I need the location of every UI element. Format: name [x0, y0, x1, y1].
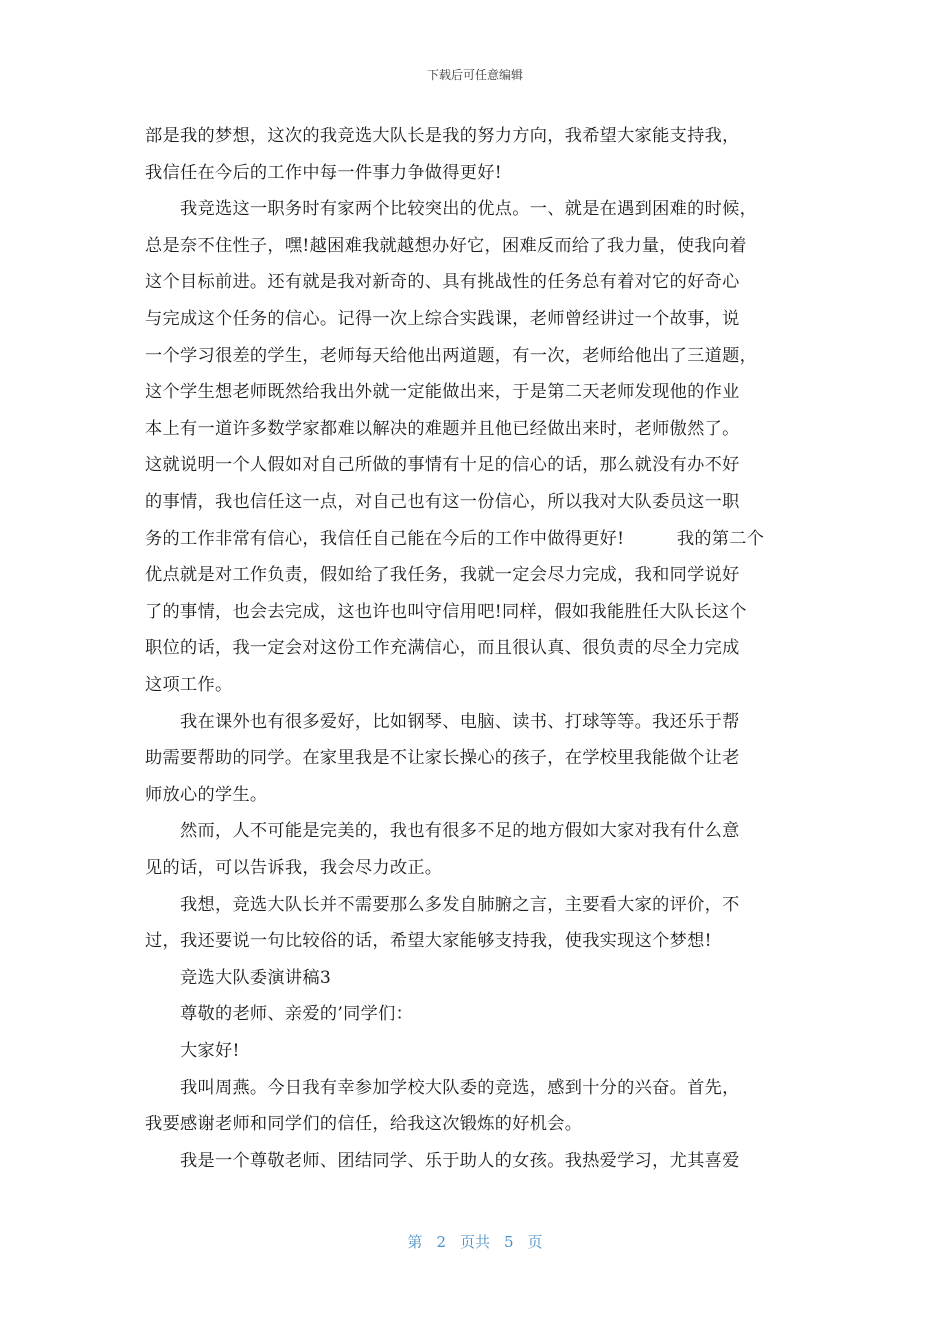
text-line: 师放心的学生。	[145, 784, 268, 805]
text-line: 总是奈不住性子，嘿!越困难我就越想办好它，困难反而给了我力量，使我向着	[145, 235, 747, 256]
text-line: 与完成这个任务的信心。记得一次上综合实践课，老师曾经讲过一个故事，说	[145, 309, 740, 329]
text-line: 然而，人不可能是完美的，我也有很多不足的地方假如大家对我有什么意	[145, 821, 740, 842]
text-line: 我在课外也有很多爱好，比如钢琴、电脑、读书、打球等等。我还乐于帮	[145, 711, 740, 732]
text-line: 这项工作。	[145, 675, 233, 695]
text-line: 优点就是对工作负责，假如给了我任务，我就一定会尽力完成，我和同学说好	[145, 565, 740, 586]
text-line: 见的话，可以告诉我，我会尽力改正。	[145, 858, 443, 878]
text-line: 职位的话，我一定会对这份工作充满信心，而且很认真、很负责的尽全力完成	[145, 638, 740, 659]
text-line: 尊敬的老师、亲爱的’同学们：	[145, 1004, 414, 1025]
text-line: 部是我的梦想，这次的我竞选大队长是我的努力方向，我希望大家能支持我，	[145, 126, 740, 146]
page-footer	[0, 1231, 950, 1252]
page-header: 下载后可任意编辑	[426, 68, 523, 82]
footer-suffix: 页	[527, 1233, 543, 1251]
footer-mid: 页共	[459, 1233, 490, 1251]
text-line: 这个目标前进。还有就是我对新奇的、具有挑战性的任务总有着对它的好奇心	[145, 272, 740, 293]
text-line: 一个学习很差的学生，老师每天给他出两道题，有一次，老师给他出了三道题，	[145, 345, 758, 366]
text-line: 这就说明一个人假如对自己所做的事情有十足的信心的话，那么就没有办不好	[145, 455, 740, 476]
text-line: 了的事情，也会去完成，这也许也叫守信用吧!同样，假如我能胜任大队长这个	[145, 601, 747, 622]
text-line: 过，我还要说一句比较俗的话，希望大家能够支持我，使我实现这个梦想!	[145, 931, 712, 952]
footer-page-number: 2	[436, 1233, 446, 1251]
text-line: 助需要帮助的同学。在家里我是不让家长操心的孩子，在学校里我能做个让老	[145, 748, 740, 769]
text-line: 本上有一道许多数学家都难以解决的难题并且他已经做出来时，老师傲然了。	[145, 418, 740, 439]
text-line: 大家好!	[145, 1041, 240, 1061]
text-line: 我叫周燕。今日我有幸参加学校大队委的竞选，感到十分的兴奋。首先，	[145, 1077, 740, 1098]
text-line: 我竞选这一职务时有家两个比较突出的优点。一、就是在遇到困难的时候，	[145, 199, 758, 220]
text-line: 务的工作非常有信心，我信任自己能在今后的工作中做得更好! 我的第二个	[145, 528, 765, 549]
text-line: 我要感谢老师和同学们的信任，给我这次锻炼的好机会。	[145, 1114, 583, 1135]
text-line: 的事情，我也信任这一点，对自己也有这一份信心，所以我对大队委员这一职	[145, 492, 740, 512]
text-line: 这个学生想老师既然给我出外就一定能做出来，于是第二天老师发现他的作业	[145, 382, 740, 403]
text-line: 我信任在今后的工作中每一件事力争做得更好!	[145, 162, 502, 183]
footer-prefix: 第	[407, 1233, 423, 1251]
text-line: 竞选大队委演讲稿3	[145, 967, 332, 988]
text-line: 我是一个尊敬老师、团结同学、乐于助人的女孩。我热爱学习，尤其喜爱	[145, 1150, 740, 1171]
footer-total-pages: 5	[504, 1233, 514, 1251]
text-line: 我想，竞选大队长并不需要那么多发自肺腑之言，主要看大家的评价，不	[145, 894, 740, 915]
